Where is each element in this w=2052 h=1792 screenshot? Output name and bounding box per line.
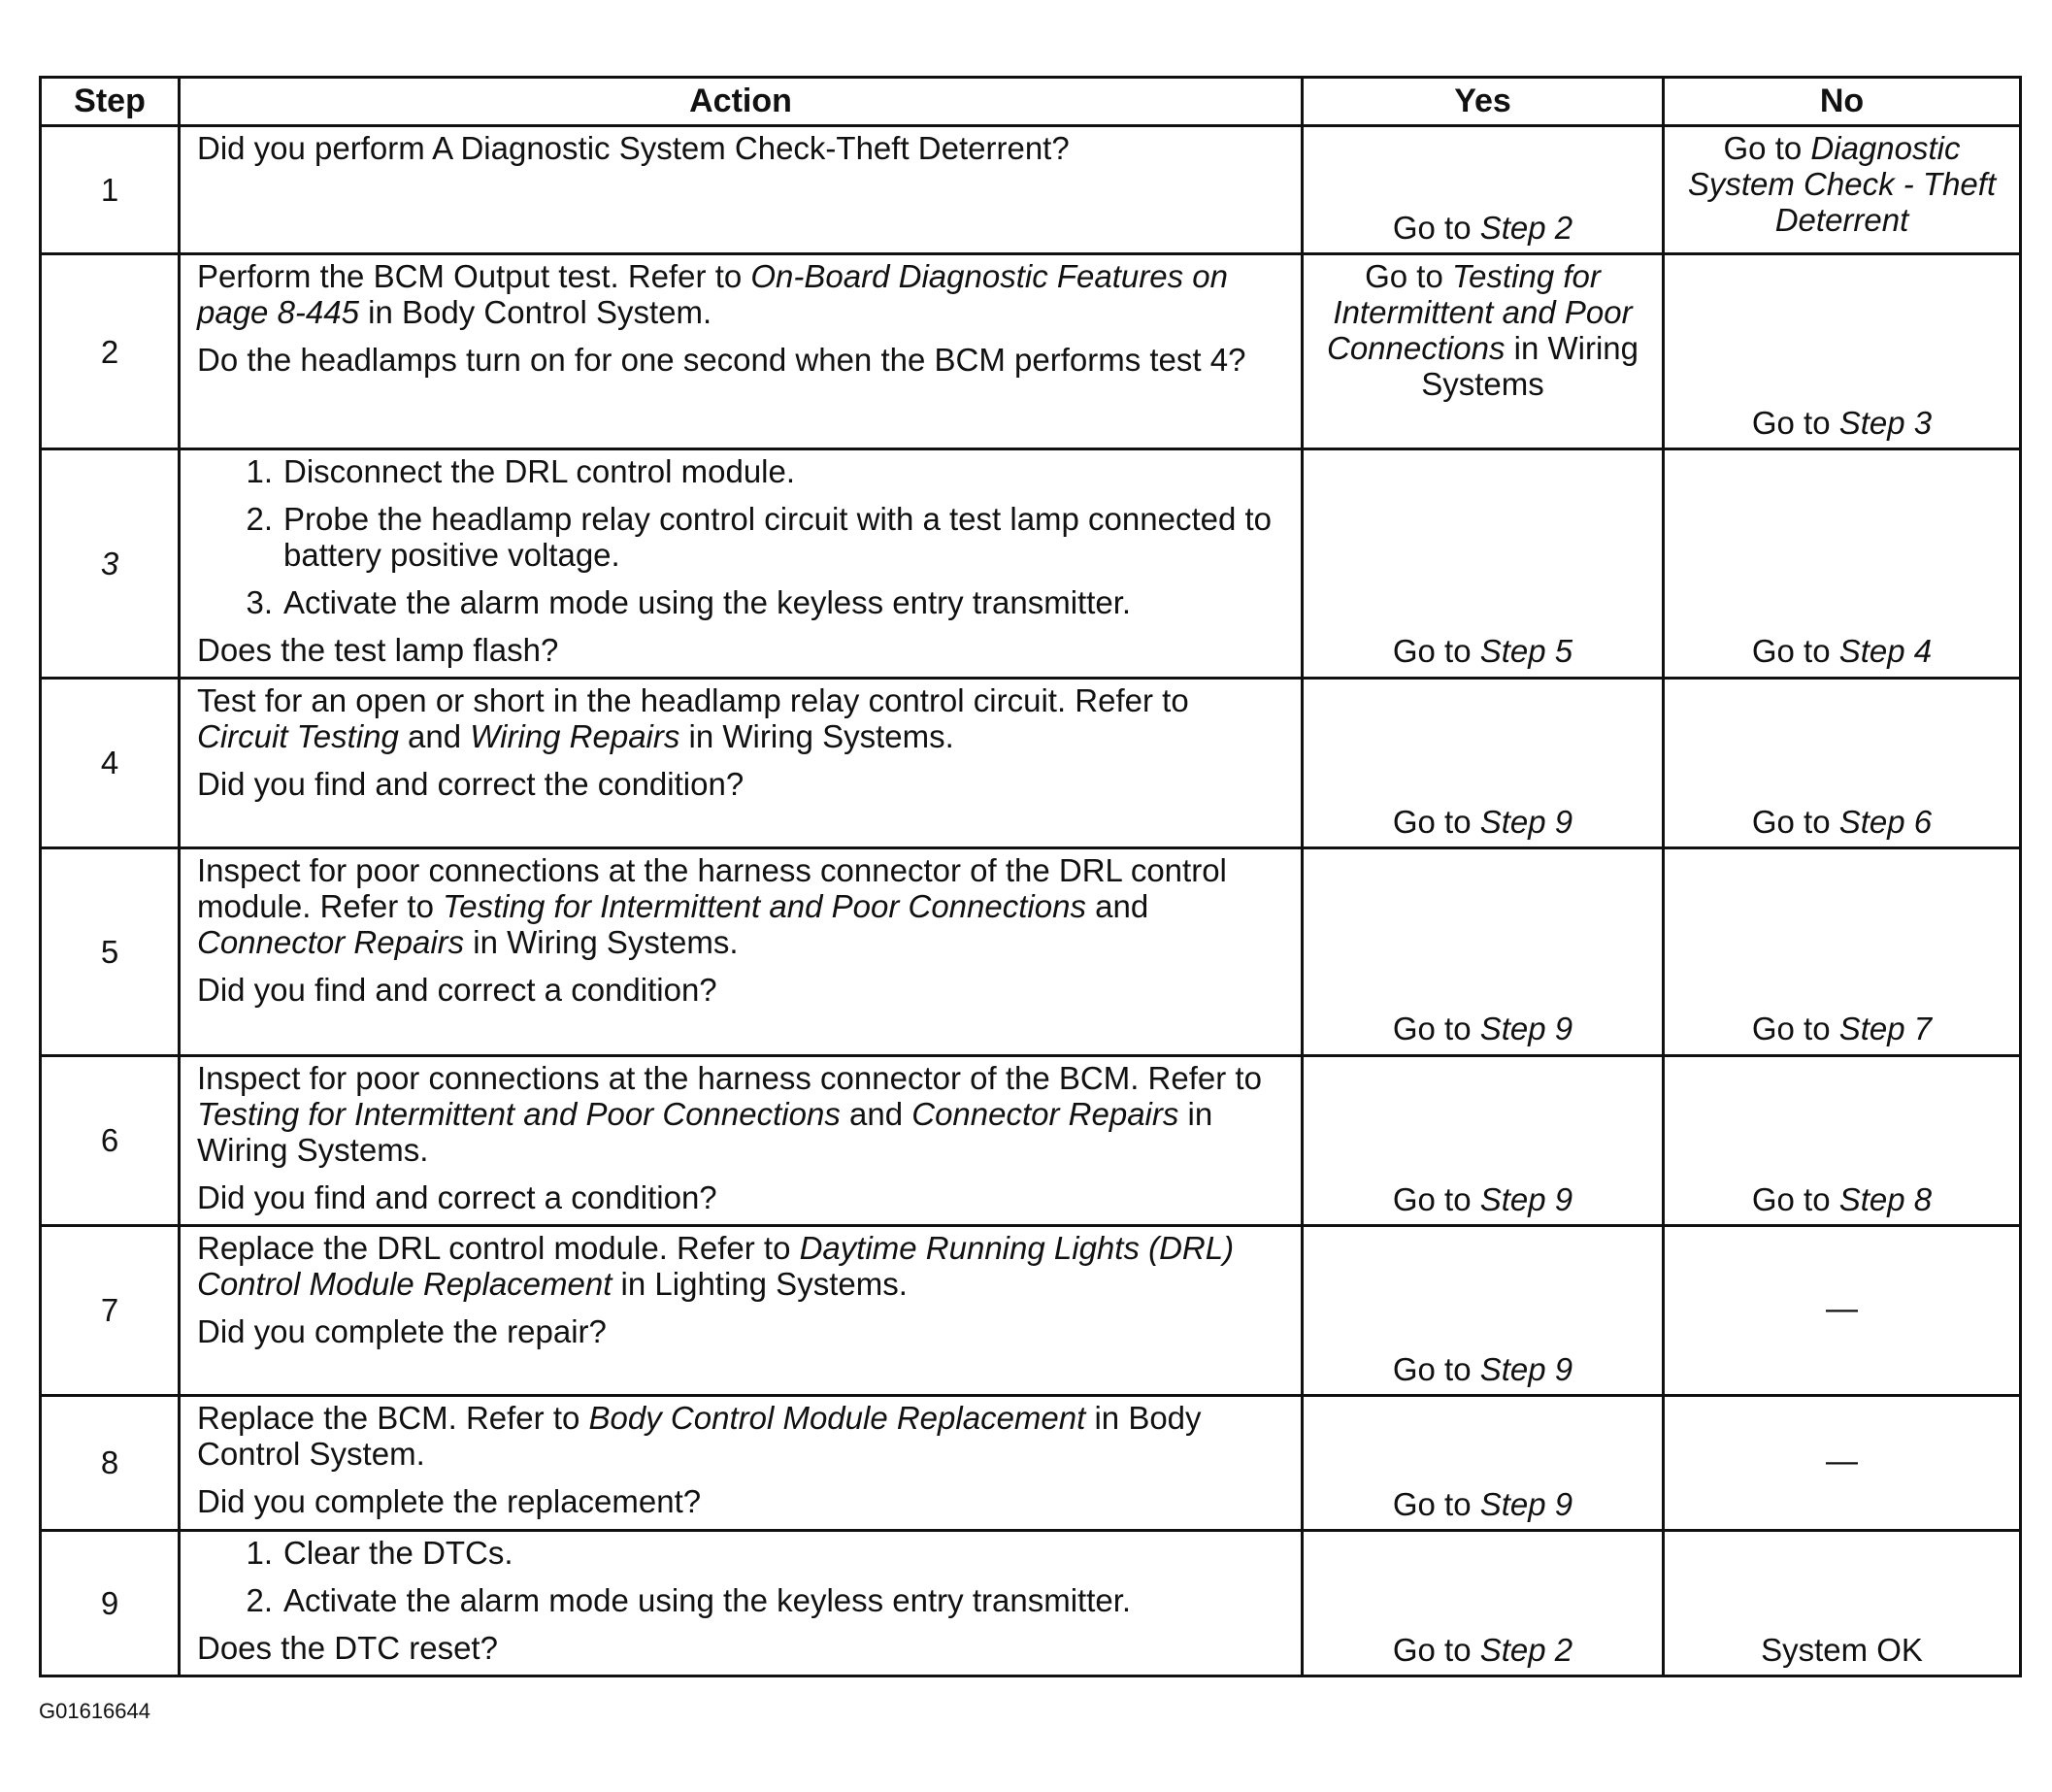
action-paragraph	[197, 632, 1287, 668]
yes-cell-text	[1313, 1632, 1652, 1668]
sub-step	[197, 501, 1287, 573]
action-paragraph	[197, 1230, 1287, 1302]
plain-text: Clear the DTCs.	[283, 1534, 513, 1571]
step-number: 3	[41, 449, 180, 679]
yes-cell-text	[1313, 633, 1652, 669]
sub-step-number: 3.	[246, 584, 273, 621]
plain-text: Activate the alarm mode using the keyless entry transmitter.	[283, 1581, 1132, 1618]
reference-text: Step 9	[1479, 803, 1573, 840]
reference-text: On-Board Diagnostic Features on page 8-445	[197, 257, 1228, 330]
plain-text: Perform the BCM Output test. Refer to	[197, 257, 751, 294]
reference-text: Step 3	[1838, 404, 1933, 441]
sub-step-text	[283, 584, 1287, 620]
reference-text: Step 9	[1479, 1485, 1573, 1522]
no-cell-text	[1674, 1443, 2009, 1478]
reference-text: Connector Repairs	[911, 1095, 1179, 1132]
action-paragraph	[197, 1179, 1287, 1215]
no-cell	[1664, 1395, 2021, 1530]
plain-text: Did you find and correct the condition?	[197, 765, 745, 802]
action-cell	[180, 1055, 1303, 1225]
no-cell-text	[1674, 1632, 2009, 1668]
diagnostic-table	[39, 76, 2022, 1677]
reference-text: Step 7	[1838, 1011, 1933, 1047]
action-paragraph	[197, 1630, 1287, 1666]
reference-text: Wiring Repairs	[470, 717, 680, 754]
no-cell-text	[1674, 130, 2009, 238]
yes-cell-content	[1313, 1060, 1652, 1217]
no-cell-text	[1674, 1290, 2009, 1326]
step-number: 2	[41, 253, 180, 448]
plain-text: Go to	[1392, 1011, 1480, 1047]
plain-text: Probe the headlamp relay control circuit with a test lamp connected to battery positive voltage.	[283, 501, 1273, 574]
no-cell-text	[1674, 804, 2009, 840]
plain-text: Go to	[1723, 130, 1811, 166]
reference-text: Step 8	[1838, 1180, 1933, 1217]
sub-step-text	[283, 1582, 1287, 1618]
reference-text: Diagnostic System Check - Theft Deterrent	[1687, 130, 1997, 238]
plain-text: System OK	[1761, 1631, 1923, 1668]
header-no: No	[1664, 78, 2021, 126]
action-paragraph	[197, 682, 1287, 754]
action-cell	[180, 1530, 1303, 1676]
plain-text: Go to	[1392, 210, 1480, 246]
yes-cell	[1303, 1395, 1664, 1530]
no-cell-content	[1674, 258, 2009, 441]
sub-step-number: 1.	[246, 453, 273, 490]
step-number: 6	[41, 1055, 180, 1225]
reference-text: Step 5	[1479, 633, 1573, 670]
action-paragraph	[197, 1060, 1287, 1168]
action-cell	[180, 1225, 1303, 1395]
yes-cell-content	[1313, 1230, 1652, 1387]
plain-text: in Wiring Systems.	[464, 924, 739, 961]
no-cell-content	[1674, 852, 2009, 1046]
reference-text: Step 9	[1479, 1180, 1573, 1217]
yes-cell	[1303, 1530, 1664, 1676]
yes-cell-content	[1313, 453, 1652, 669]
no-cell	[1664, 253, 2021, 448]
plain-text: Inspect for poor connections at the harness connector of the DRL control module. Refer to	[197, 852, 1227, 925]
yes-cell	[1303, 1225, 1664, 1395]
plain-text: Go to	[1751, 1180, 1839, 1217]
no-cell	[1664, 678, 2021, 847]
table-row	[41, 1395, 2021, 1530]
plain-text: Go to	[1751, 404, 1839, 441]
plain-text: Did you perform A Diagnostic System Check-Theft Deterrent?	[197, 130, 1070, 166]
action-cell	[180, 126, 1303, 254]
reference-text: Step 9	[1479, 1011, 1573, 1047]
reference-text: Step 2	[1479, 210, 1573, 246]
plain-text: Go to	[1392, 803, 1480, 840]
table-row	[41, 253, 2021, 448]
plain-text: Activate the alarm mode using the keyless entry transmitter.	[283, 584, 1132, 621]
reference-text: Step 9	[1479, 1350, 1573, 1387]
yes-cell-content	[1313, 1400, 1652, 1522]
no-cell-content	[1674, 1400, 2009, 1522]
step-number: 5	[41, 848, 180, 1055]
no-cell	[1664, 848, 2021, 1055]
plain-text: in Wiring Systems.	[197, 1095, 1213, 1168]
no-cell	[1664, 126, 2021, 254]
header-yes: Yes	[1303, 78, 1664, 126]
step-number: 9	[41, 1530, 180, 1676]
yes-cell-text	[1313, 258, 1652, 402]
plain-text: Do the headlamps turn on for one second when the BCM performs test 4?	[197, 341, 1246, 378]
header-step: Step	[41, 78, 180, 126]
yes-cell-content	[1313, 258, 1652, 441]
sub-step-number: 1.	[246, 1534, 273, 1571]
yes-cell-text	[1313, 1181, 1652, 1217]
no-cell-text	[1674, 1181, 2009, 1217]
plain-text: Replace the BCM. Refer to	[197, 1399, 589, 1436]
yes-cell-content	[1313, 1535, 1652, 1668]
step-number: 8	[41, 1395, 180, 1530]
table-body	[41, 126, 2021, 1676]
no-cell-content	[1674, 453, 2009, 669]
reference-text: Daytime Running Lights (DRL) Control Module Replacement	[197, 1229, 1235, 1302]
yes-cell-text	[1313, 1011, 1652, 1046]
reference-text: Circuit Testing	[197, 717, 399, 754]
yes-cell	[1303, 678, 1664, 847]
plain-text: Go to	[1392, 1485, 1480, 1522]
plain-text: Go to	[1392, 633, 1480, 670]
plain-text: Go to	[1751, 633, 1839, 670]
yes-cell-content	[1313, 682, 1652, 840]
plain-text: Go to	[1392, 1631, 1480, 1668]
action-cell	[180, 1395, 1303, 1530]
action-paragraph	[197, 342, 1287, 378]
yes-cell	[1303, 449, 1664, 679]
yes-cell	[1303, 253, 1664, 448]
plain-text: —	[1826, 1290, 1858, 1327]
yes-cell	[1303, 1055, 1664, 1225]
plain-text: Does the test lamp flash?	[197, 632, 559, 669]
yes-cell-text	[1313, 210, 1652, 246]
plain-text: Test for an open or short in the headlamp relay control circuit. Refer to	[197, 681, 1189, 718]
yes-cell-text	[1313, 804, 1652, 840]
no-cell-content	[1674, 1230, 2009, 1387]
no-cell-text	[1674, 633, 2009, 669]
table-row	[41, 678, 2021, 847]
plain-text: Go to	[1751, 803, 1839, 840]
plain-text: Replace the DRL control module. Refer to	[197, 1229, 800, 1266]
reference-text: Step 4	[1838, 633, 1933, 670]
yes-cell-text	[1313, 1351, 1652, 1387]
sub-step-text	[283, 1535, 1287, 1571]
no-cell-content	[1674, 1535, 2009, 1668]
plain-text: in Body Control System.	[358, 293, 712, 330]
action-paragraph	[197, 972, 1287, 1008]
no-cell	[1664, 1225, 2021, 1395]
yes-cell-content	[1313, 130, 1652, 246]
table-row	[41, 126, 2021, 254]
action-paragraph	[197, 766, 1287, 802]
header-row	[41, 78, 2021, 126]
action-paragraph	[197, 852, 1287, 960]
plain-text: Go to	[1392, 1350, 1480, 1387]
table-row	[41, 449, 2021, 679]
reference-text: Testing for Intermittent and Poor Connections	[1327, 257, 1633, 366]
reference-text: Connector Repairs	[197, 924, 465, 961]
no-cell-content	[1674, 682, 2009, 840]
yes-cell	[1303, 126, 1664, 254]
plain-text: Inspect for poor connections at the harness connector of the BCM. Refer to	[197, 1059, 1262, 1096]
plain-text: and	[398, 717, 471, 754]
yes-cell	[1303, 848, 1664, 1055]
plain-text: Did you complete the repair?	[197, 1312, 607, 1349]
step-number: 7	[41, 1225, 180, 1395]
sub-step	[197, 1535, 1287, 1571]
no-cell-text	[1674, 405, 2009, 441]
no-cell-text	[1674, 1011, 2009, 1046]
plain-text: Disconnect the DRL control module.	[283, 453, 796, 490]
plain-text: in Wiring Systems.	[679, 717, 954, 754]
reference-text: Testing for Intermittent and Poor Connections	[443, 888, 1086, 925]
no-cell-content	[1674, 130, 2009, 246]
reference-text: Testing for Intermittent and Poor Connections	[197, 1095, 841, 1132]
plain-text: and	[840, 1095, 912, 1132]
no-cell	[1664, 1055, 2021, 1225]
sub-step	[197, 453, 1287, 489]
no-cell	[1664, 1530, 2021, 1676]
action-cell	[180, 848, 1303, 1055]
plain-text: in Wiring Systems	[1421, 329, 1638, 402]
plain-text: Did you find and correct a condition?	[197, 1178, 717, 1215]
plain-text: Does the DTC reset?	[197, 1629, 498, 1666]
reference-text: Step 6	[1838, 803, 1933, 840]
action-paragraph	[197, 258, 1287, 330]
sub-step	[197, 584, 1287, 620]
sub-step	[197, 1582, 1287, 1618]
no-cell-content	[1674, 1060, 2009, 1217]
plain-text: Go to	[1751, 1011, 1839, 1047]
table-row	[41, 1055, 2021, 1225]
yes-cell-content	[1313, 852, 1652, 1046]
action-paragraph	[197, 1400, 1287, 1472]
step-number: 4	[41, 678, 180, 847]
table-row	[41, 1530, 2021, 1676]
yes-cell-text	[1313, 1486, 1652, 1522]
action-cell	[180, 449, 1303, 679]
plain-text: in Lighting Systems.	[612, 1265, 908, 1302]
table-row	[41, 848, 2021, 1055]
figure-id: G01616644	[39, 1699, 150, 1723]
plain-text: Did you complete the replacement?	[197, 1482, 702, 1519]
header-action: Action	[180, 78, 1303, 126]
plain-text: in Body Control System.	[197, 1399, 1202, 1472]
reference-text: Body Control Module Replacement	[588, 1399, 1086, 1436]
action-paragraph	[197, 130, 1287, 166]
action-cell	[180, 253, 1303, 448]
action-paragraph	[197, 1313, 1287, 1349]
plain-text: —	[1826, 1443, 1858, 1479]
step-number: 1	[41, 126, 180, 254]
sub-step-text	[283, 501, 1287, 573]
sub-step-text	[283, 453, 1287, 489]
sub-step-number: 2.	[246, 1581, 273, 1618]
no-cell	[1664, 449, 2021, 679]
plain-text: and	[1085, 888, 1149, 925]
sub-step-number: 2.	[246, 501, 273, 538]
reference-text: Step 2	[1479, 1631, 1573, 1668]
action-paragraph	[197, 1483, 1287, 1519]
plain-text: Go to	[1392, 1180, 1480, 1217]
plain-text: Did you find and correct a condition?	[197, 972, 717, 1009]
plain-text: Go to	[1365, 257, 1452, 294]
action-cell	[180, 678, 1303, 847]
table-row	[41, 1225, 2021, 1395]
